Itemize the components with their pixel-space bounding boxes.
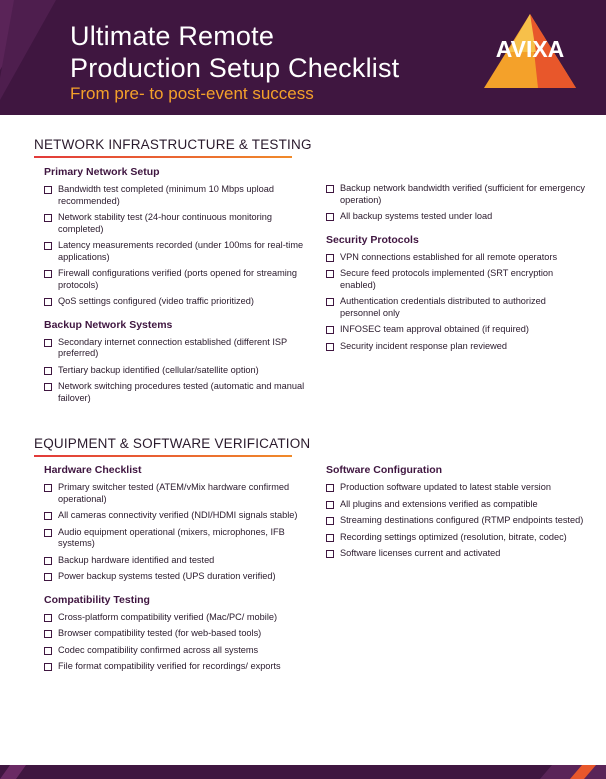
checkbox-icon[interactable] (44, 529, 52, 537)
checkbox-icon[interactable] (44, 557, 52, 565)
checklist (326, 252, 588, 353)
checklist-item[interactable]: Secondary internet connection established (different ISP preferred) (44, 337, 306, 360)
checkbox-icon[interactable] (326, 550, 334, 558)
page-title (70, 20, 399, 84)
checklist (44, 184, 306, 308)
checklist-item[interactable]: Authentication credentials distributed to authorized personnel only (326, 296, 588, 319)
checklist-item[interactable]: All backup systems tested under load (326, 211, 588, 223)
checklist-item[interactable]: Recording settings optimized (resolution, bitrate, codec) (326, 532, 588, 544)
checklist-item[interactable]: Cross-platform compatibility verified (Mac/PC/ mobile) (44, 612, 306, 624)
checklist-item[interactable]: INFOSEC team approval obtained (if required) (326, 324, 588, 336)
checkbox-icon[interactable] (326, 185, 334, 193)
checkbox-icon[interactable] (326, 534, 334, 542)
group-title-compatibility: Compatibility Testing (44, 593, 150, 606)
checkbox-icon[interactable] (44, 367, 52, 375)
group-title-backup-network: Backup Network Systems (44, 318, 173, 331)
section-title-equipment: EQUIPMENT & SOFTWARE VERIFICATION (34, 436, 311, 451)
checkbox-icon[interactable] (326, 270, 334, 278)
checkbox-icon[interactable] (44, 298, 52, 306)
checklist-item[interactable]: Backup hardware identified and tested (44, 555, 306, 567)
checkbox-icon[interactable] (326, 517, 334, 525)
checklist-item[interactable]: Streaming destinations configured (RTMP endpoints tested) (326, 515, 588, 527)
checklist-item[interactable]: Primary switcher tested (ATEM/vMix hardware confirmed operational) (44, 482, 306, 505)
checkbox-icon[interactable] (326, 484, 334, 492)
checkbox-icon[interactable] (44, 663, 52, 671)
checkbox-icon[interactable] (326, 213, 334, 221)
checklist-item[interactable]: Backup network bandwidth verified (sufficient for emergency operation) (326, 183, 588, 206)
checkbox-icon[interactable] (44, 630, 52, 638)
group-title-software: Software Configuration (326, 464, 443, 476)
checklist-item[interactable]: QoS settings configured (video traffic prioritized) (44, 296, 306, 308)
checklist-item[interactable]: Secure feed protocols implemented (SRT encryption enabled) (326, 268, 588, 291)
checkbox-icon[interactable] (44, 214, 52, 222)
checklist-item[interactable]: Tertiary backup identified (cellular/satellite option) (44, 365, 306, 377)
checkbox-icon[interactable] (326, 298, 334, 306)
checkbox-icon[interactable] (44, 484, 52, 492)
logo-wordmark: AVIXA (495, 36, 565, 62)
checklist-item[interactable]: Latency measurements recorded (under 100ms for real-time applications) (44, 240, 306, 263)
group-title-security: Security Protocols (326, 233, 419, 246)
checkbox-icon[interactable] (326, 501, 334, 509)
checklist-item[interactable]: Codec compatibility confirmed across all systems (44, 645, 306, 657)
equipment-right-column (326, 464, 588, 565)
checkbox-icon[interactable] (44, 614, 52, 622)
checkbox-icon[interactable] (326, 343, 334, 351)
group-title-hardware: Hardware Checklist (44, 464, 142, 476)
checklist-item[interactable]: Firewall configurations verified (ports opened for streaming protocols) (44, 268, 306, 291)
section-divider (34, 455, 292, 457)
decorative-stripes (0, 765, 606, 779)
checklist (44, 482, 306, 583)
checklist-item[interactable]: Network stability test (24-hour continuous monitoring completed) (44, 212, 306, 235)
checkbox-icon[interactable] (44, 512, 52, 520)
checklist (44, 612, 306, 673)
equipment-left-column (44, 464, 306, 678)
checklist-item[interactable]: File format compatibility verified for recordings/ exports (44, 661, 306, 673)
title-line-2: Production Setup Checklist (70, 53, 400, 83)
checklist-item[interactable]: All cameras connectivity verified (NDI/HDMI signals stable) (44, 510, 306, 522)
checkbox-icon[interactable] (44, 383, 52, 391)
network-left-column (44, 166, 306, 409)
group-title-primary-network: Primary Network Setup (44, 166, 160, 178)
checkbox-icon[interactable] (326, 254, 334, 262)
checklist (44, 337, 306, 405)
section-title-network: NETWORK INFRASTRUCTURE & TESTING (34, 137, 312, 152)
section-divider (34, 156, 292, 158)
decorative-stripes (0, 0, 56, 115)
header-banner (0, 0, 606, 115)
checklist-item[interactable]: Power backup systems tested (UPS duration verified) (44, 571, 306, 583)
checklist-item[interactable]: Software licenses current and activated (326, 548, 588, 560)
checklist (326, 482, 588, 560)
checkbox-icon[interactable] (44, 339, 52, 347)
checklist (326, 183, 588, 223)
checklist-item[interactable]: Security incident response plan reviewed (326, 341, 588, 353)
checklist-item[interactable]: Production software updated to latest stable version (326, 482, 588, 494)
checklist-item[interactable]: Network switching procedures tested (automatic and manual failover) (44, 381, 306, 404)
checkbox-icon[interactable] (44, 647, 52, 655)
checklist-item[interactable]: Bandwidth test completed (minimum 10 Mbps upload recommended) (44, 184, 306, 207)
network-right-column (326, 183, 588, 357)
checkbox-icon[interactable] (44, 186, 52, 194)
checkbox-icon[interactable] (44, 573, 52, 581)
checklist-item[interactable]: Browser compatibility tested (for web-based tools) (44, 628, 306, 640)
title-line-1: Ultimate Remote (70, 21, 275, 51)
checkbox-icon[interactable] (44, 242, 52, 250)
footer-band (0, 765, 606, 779)
page-subtitle: From pre- to post-event success (70, 84, 314, 103)
checklist-item[interactable]: VPN connections established for all remote operators (326, 252, 588, 264)
checkbox-icon[interactable] (326, 326, 334, 334)
checklist-item[interactable]: All plugins and extensions verified as compatible (326, 499, 588, 511)
checkbox-icon[interactable] (44, 270, 52, 278)
checklist-item[interactable]: Audio equipment operational (mixers, microphones, IFB systems) (44, 527, 306, 550)
